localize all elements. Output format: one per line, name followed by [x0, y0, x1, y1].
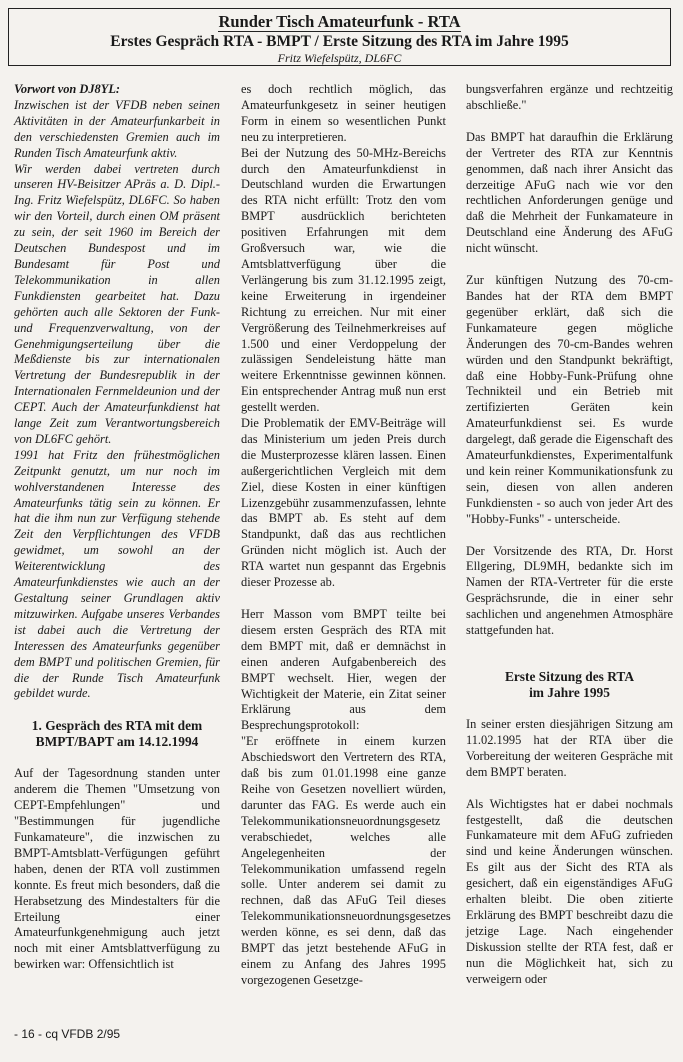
body-paragraph: Herr Masson vom BMPT teilte bei diesem ersten Gespräch des RTA mit dem BMPT mit, daß er demnächst in einen anderen Aufgabenbereich des BMPT wechselt. Hier, wegen der Wichtigkeit der Materie, ein Zitat seiner Erklärung aus dem Besprechungsprotokoll:: [241, 607, 446, 733]
vorwort-paragraph: Wir werden dabei vertreten durch unseren HV-Beisitzer APräs a. D. Dipl.-Ing. Fritz Wiefelspütz, DL6FC. So haben wir den Vorteil, durch einen OM präsent zu sein, der seit 1960 im Bereich der Deutschen Bundespost und im Bundesamt für Post und Telekommunikation in allen Funkdiensten gearbeitet hat. Dazu gehörten auch alle Sektoren der Funk- und Frequenzverwaltung, von der Genehmigungserteilung über die Meßdienste bis zur internationalen Vertretung der Bundesrepublik in der Internationalen Fernmeldeunion und der CEPT. Auch der Amateurfunkdienst hat lange Zeit zum Verantwortungsbereich von DL6FC gehört.: [14, 161, 220, 446]
column-3: [466, 82, 673, 988]
column-1: [14, 82, 220, 973]
body-paragraph: Auf der Tagesordnung standen unter anderem die Themen "Umsetzung von CEPT-Empfehlungen" und "Bestimmungen für jugendliche Funkamateure", die inzwischen zu BMPT-Amtsblatt-Verfügungen geführt haben, denen der RTA voll zustimmen konnte. Es freut mich besonders, daß die Herabsetzung des Mindestalters für die Erteilung einer Amateurfunkgenehmigung auch jetzt noch mit einer Amtsblattverfügung zu bewirken war: Offensichtlich ist: [14, 766, 220, 972]
section-heading: 1. Gespräch des RTA mit dem BMPT/BAPT am 14.12.1994: [31, 718, 203, 750]
body-paragraph: Die Problematik der EMV-Beiträge will das Ministerium um jeden Preis durch die Musterprozesse klären lassen. Einen außergerichtlichen Vergleich mit dem Ziel, diese Kosten in einer künftigen Lizenzgebühr zusammenzufassen, lehnte das BMPT ab. Es steht auf dem Standpunkt, daß das aus rechtlichen Gründen nicht möglich ist. Auch der RTA wartet nun gespannt das Ergebnis dieser Prozesse ab.: [241, 416, 446, 590]
body-paragraph: Bei der Nutzung des 50-MHz-Bereichs durch den Amateurfunkdienst in Deutschland wurden die Erwartungen des RTA nicht erfüllt: Trotz den vom BMPT ausdrücklich berichteten positiven Erfahrungen mit dem Großversuch war, wie die Amtsblattverfügung über die Verlängerung bis zum 31.12.1995 zeigt, keine Erweiterung in irgendeiner Richtung zu erreichen. Nur mit einer Vergrößerung des Teilnehmerkreises auf 1.500 und einer Verdoppelung der zulässigen Sendeleistung hätte man weitere Erkenntnisse gewinnen können. Ein entsprechender Antrag muß nun erst gestellt werden.: [241, 145, 446, 415]
section-heading: im Jahre 1995: [529, 685, 610, 700]
vorwort-paragraph: 1991 hat Fritz den frühestmöglichen Zeitpunkt genutzt, um nur noch im wohlverstandenen Interesse des Amateurfunks tätig sein zu können. Er hat die ihm nun zur Verfügung stehende Zeit den Verpflichtungen des VFDB gewidmet, um sowohl an der Weiterentwicklung des Amateurfunkdienstes wie auch an der Gestaltung seiner Grundlagen aktiv mitzuwirken. Aufgabe unseres Verbandes ist dabei auch die Vertretung der Interessen des Amateurfunks gegenüber dem BMPT und politischen Gremien, für die der Runde Tisch Amateurfunk gebildet wurde.: [14, 447, 220, 701]
quote-paragraph: "Er eröffnete in einem kurzen Abschiedswort den Vertretern des RTA, daß bis zum 01.01.1998 eine ganze Reihe von Gesetzen novelliert würden, darunter das FAG. Es werde auch ein Telekommunikationsneuordnungsgesetz verabschiedet, welches alle Angelegenheiten der Telekommunikation umfassend regeln solle. Unter anderem sei damit zu rechnen, daß das AFuG Teil dieses Telekommunikationsneuordnungsgesetzes werden könne, es sei denn, daß das BMPT das jetzt bestehende AFuG in einem zu Anfang des Jahres 1995 vorgezogenen Gesetzge-: [241, 734, 451, 987]
body-paragraph: Als Wichtigstes hat er dabei nochmals festgestellt, daß die deutschen Funkamateure mit dem AFuG zufrieden sind und keine Änderungen wünschen. Es gilt aus der Sicht des RTA als gesichert, daß ein eigenständiges AFuG erhalten bleibt. Die oben zitierte Erklärung des BMPT beschreibt dazu die jetzige Lage. Nach eingehender Diskussion stellte der RTA fest, daß er nun die Möglichkeit hat, sich zu verweigern oder: [466, 796, 673, 986]
column-2: [241, 82, 451, 989]
body-paragraph: Zur künftigen Nutzung des 70-cm-Bandes hat der RTA dem BMPT gegenüber erklärt, daß sich die Funkamateure gegen mögliche Änderungen des 70-cm-Bandes wehren würden und den Standpunkt bekräftigt, daß eine Hobby-Funk-Prüfung ohne Technikteil und ein Betrieb mit zertifizierten Geräten kein Amateurfunkdienst sei. Es wurde dargelegt, daß gerade die Eigenschaft des Amateurfunkdienstes, Experimentalfunk und kein reiner Kommunikationsfunk zu sein, diesen von allen anderen Funkdiensten - so auch von jeder Art des "Hobby-Funks" - unterscheide.: [466, 273, 673, 526]
article-header: [8, 8, 671, 66]
body-paragraph: bungsverfahren ergänze und rechtzeitig abschließe.": [466, 82, 673, 112]
body-paragraph: es doch rechtlich möglich, das Amateurfunkgesetz in seiner heutigen Form in einem so wesentlichen Punkt neu zu interpretieren.: [241, 82, 446, 144]
vorwort-heading: Vorwort von DJ8YL:: [14, 82, 121, 96]
body-paragraph: In seiner ersten diesjährigen Sitzung am 11.02.1995 hat der RTA über die Vorbereitung der weiteren Gespräche mit dem BMPT beraten.: [466, 717, 673, 779]
article-title: Runder Tisch Amateurfunk - RTA: [218, 12, 461, 31]
body-paragraph: Das BMPT hat daraufhin die Erklärung der Vertreter des RTA zur Kenntnis genommen, daß nach ihrer Ansicht das derzeitige AFuG nach wie vor den rechtlichen Anforderungen genüge und daß die Mehrheit der Funkamateure in Deutschland eine Änderung des AFuG nicht wünscht.: [466, 129, 673, 256]
article-author: Fritz Wiefelspütz, DL6FC: [277, 51, 402, 65]
article-subtitle: Erstes Gespräch RTA - BMPT / Erste Sitzung des RTA im Jahre 1995: [110, 33, 569, 50]
body-paragraph: Der Vorsitzende des RTA, Dr. Horst Ellgering, DL9MH, bedankte sich im Namen der RTA-Vertreter für die erste Gesprächsrunde, die in einer sehr sachlichen und angenehmen Atmosphäre stattgefunden hat.: [466, 543, 673, 638]
section-heading: Erste Sitzung des RTA: [504, 669, 635, 684]
vorwort-paragraph: Inzwischen ist der VFDB neben seinen Aktivitäten in der Amateurfunkarbeit in den verschiedensten Gremien auch im Runden Tisch Amateurfunk aktiv.: [14, 97, 220, 160]
page-footer: - 16 - cq VFDB 2/95: [14, 1027, 121, 1041]
